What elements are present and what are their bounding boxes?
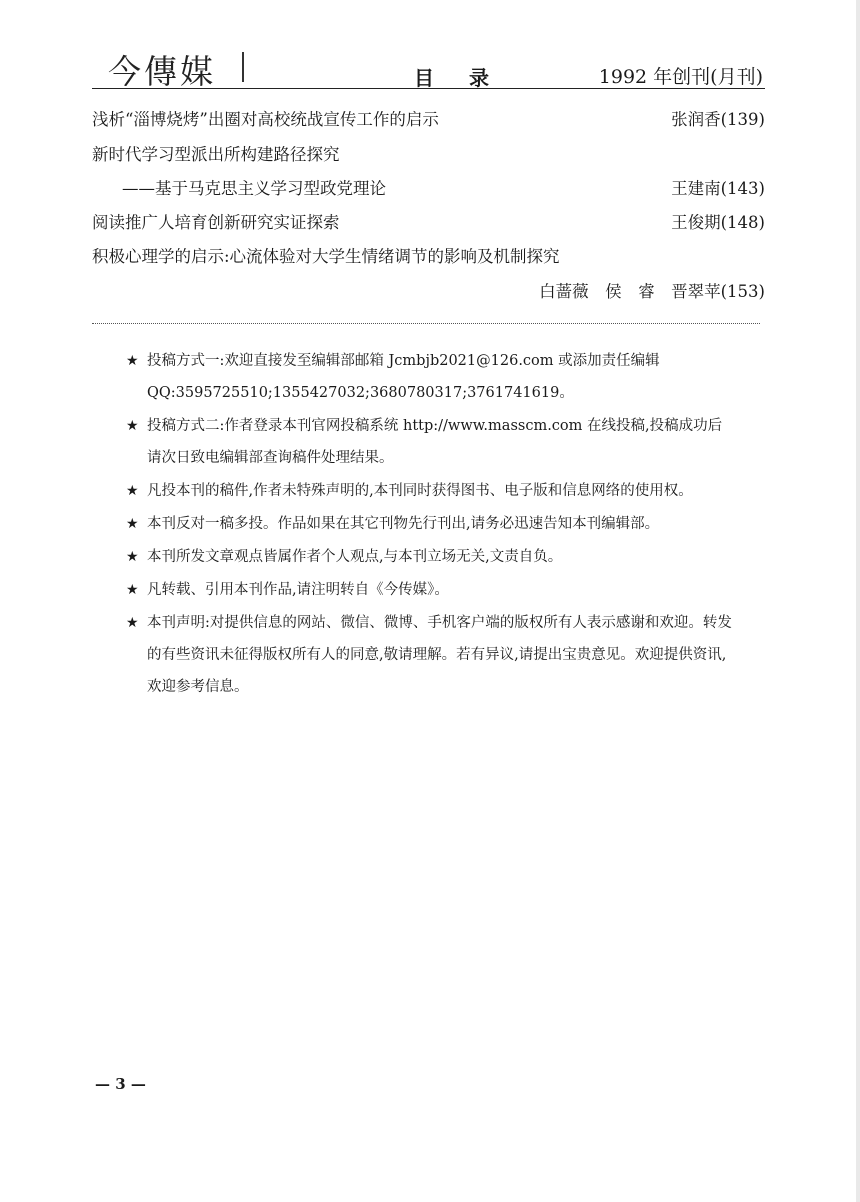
note-item (126, 475, 736, 507)
star-icon: ★ (126, 353, 139, 369)
toc-entry-title: 积极心理学的启示:心流体验对大学生情绪调节的影响及机制探究 (92, 247, 560, 266)
toc-entry-author: 王建南(143) (671, 179, 765, 198)
page-title: 目 录 (414, 66, 503, 90)
note-item (126, 607, 736, 703)
note-text: 本刊所发文章观点皆属作者个人观点,与本刊立场无关,文责自负。 (147, 549, 563, 565)
note-text: 本刊反对一稿多投。作品如果在其它刊物先行刊出,请务必迅速告知本刊编辑部。 (147, 516, 660, 532)
note-text: 投稿方式二:作者登录本刊官网投稿系统 http://www.masscm.com 在线投稿,投稿成功后请次日致电编辑部查询稿件处理结果。 (147, 418, 723, 466)
journal-logo: 今傳媒 (108, 52, 216, 91)
toc-entry-author: 王俊期(148) (671, 213, 765, 232)
toc-entry-title: 浅析“淄博烧烤”出圈对高校统战宣传工作的启示 (92, 110, 439, 129)
star-icon: ★ (126, 582, 139, 598)
star-icon: ★ (126, 418, 139, 434)
star-icon: ★ (126, 516, 139, 532)
toc-entry-title: ——基于马克思主义学习型政党理论 (122, 179, 386, 198)
toc-entry-author: 白蔷薇 侯 睿 晋翠苹(153) (539, 282, 765, 301)
note-item (126, 345, 736, 409)
note-text: 投稿方式一:欢迎直接发至编辑部邮箱 Jcmbjb2021@126.com 或添加责任编辑 QQ:3595725510;1355427032;3680780317;3761741619。 (147, 353, 660, 401)
submission-notes (126, 345, 736, 704)
note-text: 本刊声明:对提供信息的网站、微信、微博、手机客户端的版权所有人表示感谢和欢迎。转发的有些资讯未征得版权所有人的同意,敬请理解。若有异议,请提出宝贵意见。欢迎提供资讯,欢迎参考信息。 (147, 615, 732, 695)
star-icon: ★ (126, 615, 139, 631)
note-item (126, 574, 736, 606)
note-item (126, 508, 736, 540)
toc-entry-title: 阅读推广人培育创新研究实证探索 (92, 213, 340, 232)
page-edge-shadow (856, 0, 860, 1202)
toc-entry-title: 新时代学习型派出所构建路径探究 (92, 145, 340, 164)
page-number: — 3 — (95, 1075, 146, 1093)
logo-divider (242, 52, 244, 82)
founded-note: 1992 年创刊(月刊) (598, 66, 763, 88)
note-item (126, 410, 736, 474)
dotted-divider (92, 323, 760, 324)
note-item (126, 541, 736, 573)
toc-entry-author: 张润香(139) (671, 110, 765, 129)
journal-header (92, 44, 765, 89)
star-icon: ★ (126, 483, 139, 499)
note-text: 凡投本刊的稿件,作者未特殊声明的,本刊同时获得图书、电子版和信息网络的使用权。 (147, 483, 693, 499)
note-text: 凡转载、引用本刊作品,请注明转自《今传媒》。 (147, 582, 449, 598)
star-icon: ★ (126, 549, 139, 565)
